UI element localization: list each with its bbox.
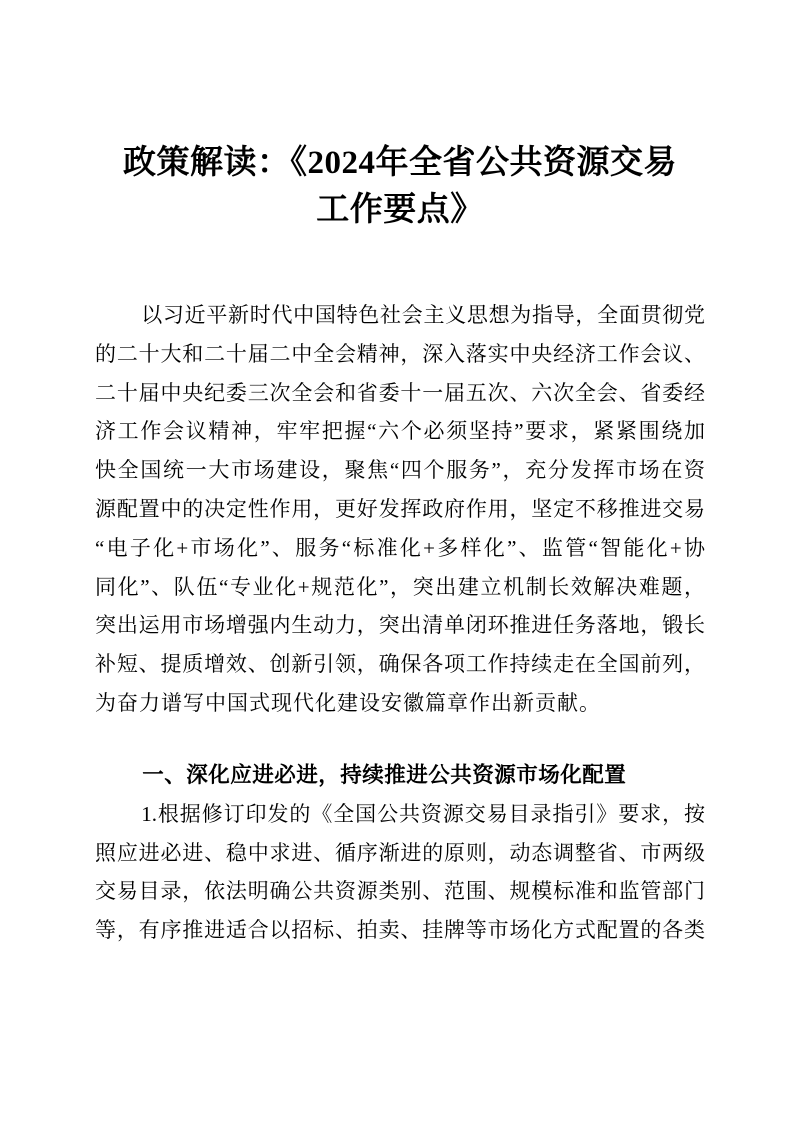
paragraph-line: 1.根据修订印发的《全国公共资源交易目录指引》要求，按 (141, 801, 705, 826)
paragraph-line: 的二十大和二十届二中全会精神，深入落实中央经济工作会议、 (95, 341, 705, 366)
title-line-1: 政策解读：《2024年全省公共资源交易 (123, 145, 677, 181)
paragraph-line: 同化”、队伍“专业化+规范化”，突出建立机制长效解决难题， (95, 574, 705, 599)
document-title (95, 140, 705, 234)
paragraph-line: 补短、提质增效、创新引领，确保各项工作持续走在全国前列， (95, 652, 705, 677)
title-line-2: 工作要点》 (316, 192, 484, 228)
section-one-paragraph (95, 795, 705, 950)
intro-paragraph (95, 296, 705, 723)
paragraph-line: 二十届中央纪委三次全会和省委十一届五次、六次全会、省委经 (95, 380, 705, 405)
section-one-heading: 一、深化应进必进，持续推进公共资源市场化配置 (142, 762, 627, 787)
paragraph-line: 快全国统一大市场建设，聚焦“四个服务”，充分发挥市场在资 (95, 458, 705, 483)
paragraph-line: 照应进必进、稳中求进、循序渐进的原则，动态调整省、市两级 (95, 840, 705, 865)
paragraph-line: 为奋力谱写中国式现代化建设安徽篇章作出新贡献。 (95, 690, 601, 715)
paragraph-line: 突出运用市场增强内生动力，突出清单闭环推进任务落地，锻长 (95, 613, 705, 638)
paragraph-line: 源配置中的决定性作用，更好发挥政府作用，坚定不移推进交易 (95, 496, 705, 521)
paragraph-line: “电子化+市场化”、服务“标准化+多样化”、监管“智能化+协 (95, 535, 705, 560)
paragraph-line: 等，有序推进适合以招标、拍卖、挂牌等市场化方式配置的各类 (95, 918, 705, 943)
paragraph-line: 以习近平新时代中国特色社会主义思想为指导，全面贯彻党 (141, 303, 705, 327)
paragraph-line: 交易目录，依法明确公共资源类别、范围、规模标准和监管部门 (95, 879, 705, 904)
paragraph-line: 济工作会议精神，牢牢把握“六个必须坚持”要求，紧紧围绕加 (95, 419, 705, 444)
